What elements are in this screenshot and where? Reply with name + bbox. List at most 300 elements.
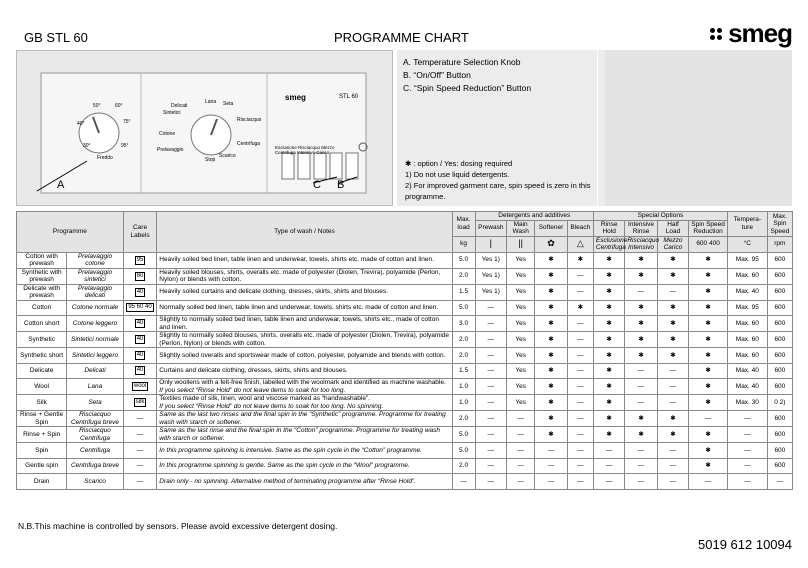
bleach-cell: —	[567, 332, 593, 348]
prewash-cell: —	[475, 379, 506, 395]
bleach-cell: —	[567, 284, 593, 300]
prewash-cell: Yes 1)	[475, 268, 506, 284]
label-a: A	[57, 179, 65, 191]
temperature-cell: Max. 60	[727, 348, 767, 364]
table-row	[17, 395, 793, 411]
spin-speed-cell: 600	[767, 411, 792, 427]
rinse-hold-cell: ✱	[593, 252, 624, 268]
max-load: 1.5	[452, 363, 475, 379]
main-wash-symbol-icon: ||	[507, 236, 535, 252]
temperature-cell: Max. 60	[727, 332, 767, 348]
spin-speed-cell: 600	[767, 458, 792, 474]
spin-speed-cell: 600	[767, 363, 792, 379]
programme-name-it: Prelavaggio delicati	[67, 284, 124, 300]
main-wash-cell: Yes	[507, 332, 535, 348]
col-half: Half Load	[657, 220, 688, 236]
half-load-cell: —	[657, 474, 688, 490]
legend-panel	[397, 50, 792, 206]
wash-notes: Heavily soiled curtains and delicate clothing, dresses, skirts, shirts and blouses.	[157, 284, 452, 300]
intensive-rinse-cell: ✱	[625, 332, 657, 348]
model-header: GB STL 60	[24, 30, 88, 45]
programme-name: Synthetic short	[17, 348, 67, 364]
intensive-rinse-cell: ✱	[625, 268, 657, 284]
rinse-hold-cell: ✱	[593, 332, 624, 348]
bleach-cell: —	[567, 411, 593, 427]
temperature-cell: Max. 30	[727, 395, 767, 411]
prewash-cell: —	[475, 474, 506, 490]
smeg-logo: smeg	[709, 18, 792, 49]
rinse-hold-cell: ✱	[593, 268, 624, 284]
label-b: B	[337, 179, 345, 191]
programme-name: Delicate with prewash	[17, 284, 67, 300]
max-load: 3.0	[452, 316, 475, 332]
max-load: 2.0	[452, 348, 475, 364]
document-code: 5019 612 10094	[698, 537, 792, 552]
care-label	[123, 268, 157, 284]
bleach-cell: —	[567, 443, 593, 459]
col-wash: Type of wash / Notes	[157, 212, 452, 253]
col-programme: Programme	[17, 212, 124, 253]
prewash-cell: Yes 1)	[475, 252, 506, 268]
col-spin: Max. Spin Speed	[767, 212, 792, 237]
intensive-rinse-cell: —	[625, 443, 657, 459]
main-wash-cell: Yes	[507, 348, 535, 364]
bleach-cell: —	[567, 316, 593, 332]
col-intensive: Intensive Rinse	[625, 220, 657, 236]
intensive-rinse-cell: —	[625, 395, 657, 411]
temperature-cell: —	[727, 458, 767, 474]
programme-name: Cotton short	[17, 316, 67, 332]
spin-speed-cell: 600	[767, 284, 792, 300]
wash-notes: Slightly soiled overalls and sportswear made of cotton, polyester, polyamide and blends with cotton.	[157, 348, 452, 364]
prog-dial-seta: Seta	[223, 101, 234, 107]
panel-model: STL 60	[339, 94, 359, 100]
max-load: 5.0	[452, 443, 475, 459]
main-wash-cell: Yes	[507, 284, 535, 300]
temperature-cell: —	[727, 427, 767, 443]
wash-notes: In this programme spinning is intensive. Same as the spin cycle in the “Cotton” programme.	[157, 443, 452, 459]
softener-cell: ✱	[535, 348, 567, 364]
wash-notes: Slightly to normally soiled bed linen, table linen and underwear, towels, shirts etc., made of cotton and linen.	[157, 316, 452, 332]
legend-blank-area	[605, 50, 792, 206]
temp-dial-50: 50°	[93, 103, 101, 109]
temperature-cell: —	[727, 474, 767, 490]
rinse-hold-cell: —	[593, 474, 624, 490]
spin-reduction-cell: ✱	[689, 443, 728, 459]
main-wash-cell: Yes	[507, 268, 535, 284]
temperature-cell: —	[727, 443, 767, 459]
intensive-rinse-cell: ✱	[625, 300, 657, 316]
main-wash-cell: —	[507, 458, 535, 474]
max-load: 5.0	[452, 427, 475, 443]
prewash-cell: —	[475, 316, 506, 332]
wash-notes: Curtains and delicate clothing, dresses, skirts, shirts and blouses.	[157, 363, 452, 379]
programme-name-it: Sintetici normale	[67, 332, 124, 348]
spin-speed-cell: 600	[767, 427, 792, 443]
intensive-rinse-cell: ✱	[625, 252, 657, 268]
max-load: 2.0	[452, 268, 475, 284]
care-label-icon: 95 60 40	[128, 304, 152, 311]
programme-name: Rinse + Gentle Spin	[17, 411, 67, 427]
table-row	[17, 316, 793, 332]
programme-name: Synthetic with prewash	[17, 268, 67, 284]
temperature-cell: Max. 40	[727, 284, 767, 300]
col-kg: kg	[452, 236, 475, 252]
spin-speed-cell: 600	[767, 300, 792, 316]
programme-name: Gentle spin	[17, 458, 67, 474]
care-label-icon: 40	[136, 351, 144, 358]
main-wash-cell: —	[507, 427, 535, 443]
bleach-cell: —	[567, 427, 593, 443]
col-temp-unit: °C	[727, 236, 767, 252]
table-row	[17, 411, 793, 427]
col-bleach: Bleach	[567, 220, 593, 236]
main-wash-cell: —	[507, 443, 535, 459]
col-main: Main Wash	[507, 220, 535, 236]
col-prewash: Prewash	[475, 220, 506, 236]
softener-cell: ✱	[535, 252, 567, 268]
legend-b: B. “On/Off” Button	[403, 70, 471, 80]
spin-reduction-cell: —	[689, 411, 728, 427]
rinse-hold-cell: —	[593, 443, 624, 459]
wash-notes: Same as the last rinse and the final spin in the “Cotton” programme. Programme for treating wash with starch or softener.	[157, 427, 452, 443]
wash-notes: Same as the last two rinses and the final spin in the “Synthetic” programme. Programme for treating wash with starch or softener.	[157, 411, 452, 427]
rinse-hold-cell: ✱	[593, 316, 624, 332]
intensive-rinse-cell: —	[625, 363, 657, 379]
care-label: —	[123, 458, 157, 474]
note-1: 1) Do not use liquid detergents.	[405, 170, 510, 179]
bleach-cell: —	[567, 348, 593, 364]
legend-c: C. “Spin Speed Reduction” Button	[403, 83, 532, 93]
max-load: 2.0	[452, 332, 475, 348]
temp-dial-cold: Freddo	[97, 155, 113, 161]
half-load-cell: ✱	[657, 348, 688, 364]
programme-table	[16, 211, 793, 490]
spin-speed-cell: 600	[767, 316, 792, 332]
panel-buttons-caption: Esclusione Risciacquo Mezzo Centrifuga Intensivo Carico	[275, 145, 335, 155]
care-label: —	[123, 443, 157, 459]
softener-cell: —	[535, 474, 567, 490]
footer-note: N.B.This machine is controlled by sensors. Please avoid excessive detergent dosing.	[18, 521, 338, 531]
temp-dial-60: 60°	[115, 103, 123, 109]
half-load-cell: ✱	[657, 332, 688, 348]
intensive-rinse-cell: ✱	[625, 427, 657, 443]
spin-reduction-cell: ✱	[689, 363, 728, 379]
max-load: 1.0	[452, 395, 475, 411]
care-label-icon: 95	[136, 256, 144, 263]
programme-name-it: Lana	[67, 379, 124, 395]
prog-dial-delicati: Delicati	[171, 103, 188, 109]
programme-name-it: Seta	[67, 395, 124, 411]
programme-name-it: Cotone normale	[67, 300, 124, 316]
spin-reduction-cell: ✱	[689, 348, 728, 364]
programme-name-it: Risciacquo Centrifuga breve	[67, 411, 124, 427]
care-label: —	[123, 427, 157, 443]
max-load: 1.0	[452, 379, 475, 395]
bleach-cell: —	[567, 474, 593, 490]
bleach-cell: —	[567, 268, 593, 284]
temperature-cell: Max. 95	[727, 300, 767, 316]
rinse-hold-cell: ✱	[593, 411, 624, 427]
note-option: ✱ : option / Yes: dosing required	[405, 159, 513, 168]
care-label: —	[123, 474, 157, 490]
bleach-cell: —	[567, 379, 593, 395]
half-load-cell: —	[657, 395, 688, 411]
temp-dial-40: 40°	[77, 121, 85, 127]
softener-cell: ✱	[535, 284, 567, 300]
programme-name-it: Delicati	[67, 363, 124, 379]
spin-reduction-cell: ✱	[689, 395, 728, 411]
softener-cell: ✱	[535, 427, 567, 443]
col-load: Max. load	[452, 212, 475, 237]
half-load-cell: —	[657, 363, 688, 379]
main-wash-cell: Yes	[507, 252, 535, 268]
wash-notes: Textiles made of silk, linen, wool and viscose marked as “handwashable”. If you select “Rinse Hold” do not leave items to soak for too long. No spinning.	[157, 395, 452, 411]
prewash-cell: —	[475, 395, 506, 411]
table-row	[17, 363, 793, 379]
rinse-hold-cell: ✱	[593, 300, 624, 316]
prog-dial-scarico: Scarico	[219, 153, 236, 159]
temperature-cell: Max. 95	[727, 252, 767, 268]
prewash-cell: —	[475, 348, 506, 364]
logo-dots-icon	[709, 27, 725, 41]
prewash-cell: —	[475, 300, 506, 316]
softener-cell: ✱	[535, 363, 567, 379]
table-row	[17, 443, 793, 459]
table-row	[17, 348, 793, 364]
spin-reduction-cell: ✱	[689, 332, 728, 348]
half-load-cell: —	[657, 379, 688, 395]
prog-dial-stop: Stop	[205, 157, 216, 163]
softener-cell: —	[535, 458, 567, 474]
temperature-cell: Max. 40	[727, 379, 767, 395]
programme-name-it: Scarico	[67, 474, 124, 490]
bleach-cell: ✱	[567, 252, 593, 268]
spin-speed-cell: 600	[767, 379, 792, 395]
table-row	[17, 379, 793, 395]
care-label	[123, 252, 157, 268]
care-label-icon: 60	[136, 272, 144, 279]
programme-name: Spin	[17, 443, 67, 459]
intensive-rinse-cell: ✱	[625, 348, 657, 364]
table-row	[17, 474, 793, 490]
intensive-rinse-cell: ✱	[625, 411, 657, 427]
prewash-cell: —	[475, 411, 506, 427]
programme-name-it: Prelavaggio cotone	[67, 252, 124, 268]
rinse-hold-cell: ✱	[593, 427, 624, 443]
prewash-cell: —	[475, 458, 506, 474]
care-label	[123, 348, 157, 364]
max-load: 1.5	[452, 284, 475, 300]
softener-cell: ✱	[535, 300, 567, 316]
spin-speed-cell: 600	[767, 268, 792, 284]
care-label-icon: 40	[136, 367, 144, 374]
main-wash-cell: Yes	[507, 363, 535, 379]
care-label	[123, 332, 157, 348]
programme-name: Rinse + Spin	[17, 427, 67, 443]
prog-dial-lana: Lana	[205, 99, 217, 105]
wash-notes: Normally soiled bed linen, table linen and underwear, towels, shirts etc. made of cotton and linen.	[157, 300, 452, 316]
max-load: 2.0	[452, 411, 475, 427]
spin-speed-cell: 600	[767, 332, 792, 348]
spin-reduction-cell: ✱	[689, 268, 728, 284]
col-spin-unit: rpm	[767, 236, 792, 252]
max-load: 5.0	[452, 300, 475, 316]
wash-notes: In this programme spinning is gentle. Same as the spin cycle in the “Wool” programme.	[157, 458, 452, 474]
half-load-cell: —	[657, 284, 688, 300]
programme-name-it: Prelavaggio sintetici	[67, 268, 124, 284]
programme-name: Cotton	[17, 300, 67, 316]
care-label	[123, 300, 157, 316]
softener-cell: ✱	[535, 395, 567, 411]
page-title: PROGRAMME CHART	[334, 30, 469, 45]
prewash-cell: Yes 1)	[475, 284, 506, 300]
spin-speed-cell: —	[767, 474, 792, 490]
intensive-rinse-cell: —	[625, 474, 657, 490]
spin-reduction-cell: ✱	[689, 379, 728, 395]
table-row	[17, 284, 793, 300]
prewash-cell: —	[475, 363, 506, 379]
main-wash-cell: —	[507, 411, 535, 427]
table-row	[17, 427, 793, 443]
half-load-cell: —	[657, 458, 688, 474]
programme-name: Synthetic	[17, 332, 67, 348]
programme-name-it: Risciacquo Centrifuga	[67, 427, 124, 443]
programme-name: Drain	[17, 474, 67, 490]
rinse-hold-cell: ✱	[593, 348, 624, 364]
half-load-cell: ✱	[657, 427, 688, 443]
label-c: C	[313, 179, 321, 191]
prewash-cell: —	[475, 332, 506, 348]
col-special: Special Options	[593, 212, 727, 221]
spin-speed-cell: 600	[767, 443, 792, 459]
rinse-hold-cell: —	[593, 458, 624, 474]
intensive-rinse-cell: ✱	[625, 316, 657, 332]
half-load-cell: ✱	[657, 252, 688, 268]
wash-notes: Heavily soiled blouses, shirts, overalls etc. made of polyester (Diolen, Trevira), polyamide (Perlon, Nylon) or blends with cotton.	[157, 268, 452, 284]
prog-dial-sintetici: Sintetici	[163, 110, 181, 116]
max-load: 5.0	[452, 252, 475, 268]
wash-notes: Drain only - no spinning. Alternative method of terminating programme after “Rinse Hold”.	[157, 474, 452, 490]
care-label	[123, 395, 157, 411]
spin-reduction-cell: ✱	[689, 427, 728, 443]
softener-cell: ✱	[535, 379, 567, 395]
prog-dial-cotone: Cotone	[159, 131, 176, 137]
programme-name: Delicate	[17, 363, 67, 379]
programme-name-it: Cotone leggero	[67, 316, 124, 332]
temperature-cell: Max. 40	[727, 363, 767, 379]
spin-reduction-cell: ✱	[689, 284, 728, 300]
prewash-symbol-icon: |	[475, 236, 506, 252]
col-care: Care Labels	[123, 212, 157, 253]
softener-cell: ✱	[535, 332, 567, 348]
max-load: 2.0	[452, 458, 475, 474]
col-softener: Softener	[535, 220, 567, 236]
intensive-rinse-cell: —	[625, 458, 657, 474]
table-row	[17, 458, 793, 474]
spin-reduction-cell: ✱	[689, 458, 728, 474]
max-load: —	[452, 474, 475, 490]
control-panel-illustration	[16, 50, 393, 206]
half-load-cell: ✱	[657, 300, 688, 316]
prewash-cell: —	[475, 427, 506, 443]
prog-dial-centrifuga: Centrifuga	[237, 141, 261, 147]
intensive-rinse-cell: —	[625, 284, 657, 300]
temperature-cell: —	[727, 411, 767, 427]
softener-flower-icon: ✿	[535, 236, 567, 252]
legend-a: A. Temperature Selection Knob	[403, 57, 521, 67]
programme-name: Silk	[17, 395, 67, 411]
intensive-rinse-cell: —	[625, 379, 657, 395]
half-load-cell: ✱	[657, 411, 688, 427]
care-label-icon: 40	[136, 320, 144, 326]
panel-brand: smeg	[285, 93, 306, 102]
rinse-hold-cell: ✱	[593, 363, 624, 379]
bleach-cell: ✱	[567, 300, 593, 316]
rinse-hold-cell: ✱	[593, 284, 624, 300]
temperature-cell: Max. 60	[727, 268, 767, 284]
table-row	[17, 268, 793, 284]
softener-cell: ✱	[535, 268, 567, 284]
temperature-cell: Max. 60	[727, 316, 767, 332]
rinse-hold-cell: ✱	[593, 379, 624, 395]
wash-notes: Slightly to normally soiled blouses, shirts, overalls etc. made of polyester (Diolen, Trevira), polyamide (Perlon, Nylon) or blends with cotton.	[157, 332, 452, 348]
programme-name-it: Centrifuga breve	[67, 458, 124, 474]
programme-name-it: Centrifuga	[67, 443, 124, 459]
temp-dial-30: 30°	[83, 143, 91, 149]
bleach-triangle-icon: △	[567, 236, 593, 252]
spin-reduction-cell: ✱	[689, 252, 728, 268]
spin-speed-cell: 600	[767, 252, 792, 268]
spin-speed-cell: 0 2)	[767, 395, 792, 411]
col-temp: Tempera- ture	[727, 212, 767, 237]
care-label-icon: wool	[133, 383, 147, 389]
care-label	[123, 379, 157, 395]
care-label-icon: 40	[136, 336, 144, 342]
temp-dial-95: 95°	[121, 143, 129, 149]
temp-dial-75: 75°	[123, 119, 131, 125]
col-intensive-it: Risciacquo Intensivo	[625, 236, 657, 252]
col-rinse-hold: Rinse Hold	[593, 220, 624, 236]
spin-reduction-cell: ✱	[689, 300, 728, 316]
main-wash-cell: —	[507, 474, 535, 490]
half-load-cell: ✱	[657, 316, 688, 332]
programme-name-it: Sintetici leggero	[67, 348, 124, 364]
programme-name: Wool	[17, 379, 67, 395]
col-detergents: Detergents and additives	[475, 212, 593, 221]
table-row	[17, 252, 793, 268]
half-load-cell: —	[657, 443, 688, 459]
care-label: —	[123, 411, 157, 427]
wash-notes: Heavily soiled bed linen, table linen and underwear, towels, shirts etc. made of cotton and linen.	[157, 252, 452, 268]
prog-dial-risciacquo: Risciacquo	[237, 117, 262, 123]
bleach-cell: —	[567, 458, 593, 474]
col-spin-it: 600 400	[689, 236, 728, 252]
spin-speed-cell: 600	[767, 348, 792, 364]
col-spin-red: Spin Speed Reduction	[689, 220, 728, 236]
half-load-cell: ✱	[657, 268, 688, 284]
care-label-icon: silk	[135, 399, 145, 405]
rinse-hold-cell: ✱	[593, 395, 624, 411]
care-label	[123, 316, 157, 332]
spin-reduction-cell: —	[689, 474, 728, 490]
spin-reduction-cell: ✱	[689, 316, 728, 332]
table-row	[17, 300, 793, 316]
col-rinse-hold-it: Esclusione Centrifuga	[593, 236, 624, 252]
programme-name: Cotton with prewash	[17, 252, 67, 268]
bleach-cell: —	[567, 363, 593, 379]
prewash-cell: —	[475, 443, 506, 459]
